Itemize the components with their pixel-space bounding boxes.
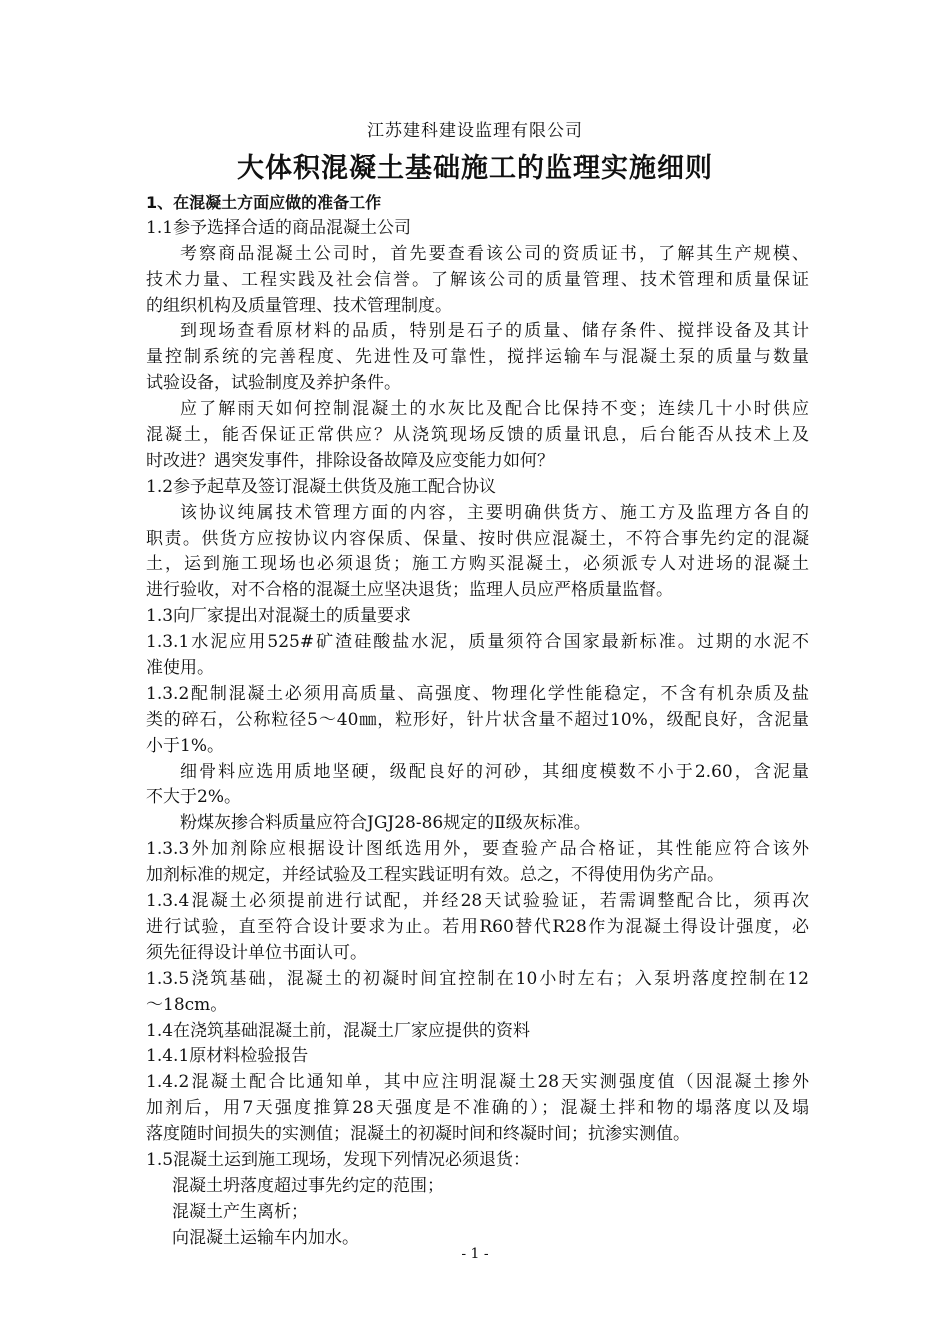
text-line: 1.2参予起草及签订混凝土供货及施工配合协议 xyxy=(146,476,497,497)
text-line: 类的碎石，公称粒径5～40㎜，粒形好，针片状含量不超过10%，级配良好，含泥量 xyxy=(146,709,809,730)
text-line: 1.4.2混凝土配合比通知单，其中应注明混凝土28天实测强度值（因混凝土掺外 xyxy=(146,1072,809,1093)
text-line: 土，运到施工现场也必须退货；施工方购买混凝土，必须派专人对进场的混凝土 xyxy=(146,554,809,575)
text-line: 1.3.1水泥应用525#矿渣硅酸盐水泥，质量须符合国家最新标准。过期的水泥不 xyxy=(146,632,809,653)
section-heading: 1、在混凝土方面应做的准备工作 xyxy=(146,193,382,212)
text-line: 准使用。 xyxy=(146,658,214,679)
text-line: 考察商品混凝土公司时，首先要查看该公司的资质证书，了解其生产规模、 xyxy=(180,243,809,264)
text-line: 1.3.4混凝土必须提前进行试配，并经28天试验验证，若需调整配合比，须再次 xyxy=(146,891,809,912)
text-line: 向混凝土运输车内加水。 xyxy=(172,1227,359,1248)
text-line: 到现场查看原材料的品质，特别是石子的质量、储存条件、搅拌设备及其计 xyxy=(180,321,809,342)
page-title: 大体积混凝土基础施工的监理实施细则 xyxy=(237,153,713,184)
text-line: 试验设备，试验制度及养护条件。 xyxy=(146,373,401,394)
company-name: 江苏建科建设监理有限公司 xyxy=(367,121,583,141)
document-body xyxy=(146,190,809,1252)
text-line: 1.3.2配制混凝土必须用高质量、高强度、物理化学性能稳定，不含有机杂质及盐 xyxy=(146,683,809,704)
text-line: ～18cm。 xyxy=(146,994,228,1015)
text-line: 落度随时间损失的实测值；混凝土的初凝时间和终凝时间；抗渗实测值。 xyxy=(146,1124,690,1145)
text-line: 技术力量、工程实践及社会信誉。了解该公司的质量管理、技术管理和质量保证 xyxy=(146,269,809,290)
page-number: - 1 - xyxy=(461,1246,489,1262)
text-line: 须先征得设计单位书面认可。 xyxy=(146,942,367,963)
text-line: 1.1参予选择合适的商品混凝土公司 xyxy=(146,217,412,238)
text-line: 细骨料应选用质地坚硬，级配良好的河砂，其细度模数不小于2.60，含泥量 xyxy=(180,761,809,782)
text-line: 进行验收，对不合格的混凝土应坚决退货；监理人员应严格质量监督。 xyxy=(146,580,673,601)
text-line: 1.4.1原材料检验报告 xyxy=(146,1046,309,1067)
text-line: 该协议纯属技术管理方面的内容，主要明确供货方、施工方及监理方各自的 xyxy=(180,502,809,523)
text-line: 1.3.3外加剂除应根据设计图纸选用外，要查验产品合格证，其性能应符合该外 xyxy=(146,839,809,860)
text-line: 小于1%。 xyxy=(146,735,224,756)
text-line: 的组织机构及质量管理、技术管理制度。 xyxy=(146,295,452,316)
text-line: 粉煤灰掺合料质量应符合JGJ28-86规定的Ⅱ级灰标准。 xyxy=(180,813,591,834)
text-line: 1.3向厂家提出对混凝土的质量要求 xyxy=(146,606,412,627)
text-line: 1.5混凝土运到施工现场，发现下列情况必须退货： xyxy=(146,1149,531,1170)
text-line: 不大于2%。 xyxy=(146,787,241,808)
text-line: 职责。供货方应按协议内容保质、保量、按时供应混凝土，不符合事先约定的混凝 xyxy=(146,528,809,549)
text-line: 进行试验，直至符合设计要求为止。若用R60替代R28作为混凝土得设计强度，必 xyxy=(146,916,809,937)
text-line: 1.4在浇筑基础混凝土前，混凝土厂家应提供的资料 xyxy=(146,1020,531,1041)
text-line: 加剂后，用7天强度推算28天强度是不准确的）；混凝土拌和物的塌落度以及塌 xyxy=(146,1098,809,1119)
text-line: 应了解雨天如何控制混凝土的水灰比及配合比保持不变；连续几十小时供应 xyxy=(180,399,809,420)
text-line: 1.3.5浇筑基础，混凝土的初凝时间宜控制在10小时左右；入泵坍落度控制在12 xyxy=(146,968,809,989)
text-line: 混凝土，能否保证正常供应？从浇筑现场反馈的质量讯息，后台能否从技术上及 xyxy=(146,425,809,446)
text-line: 加剂标准的规定，并经试验及工程实践证明有效。总之，不得使用伪劣产品。 xyxy=(146,865,724,886)
text-line: 量控制系统的完善程度、先进性及可靠性，搅拌运输车与混凝土泵的质量与数量 xyxy=(146,347,809,368)
text-line: 混凝土产生离析； xyxy=(172,1201,308,1222)
text-line: 混凝土坍落度超过事先约定的范围； xyxy=(172,1175,444,1196)
text-line: 时改进？遇突发事件，排除设备故障及应变能力如何？ xyxy=(146,450,554,471)
